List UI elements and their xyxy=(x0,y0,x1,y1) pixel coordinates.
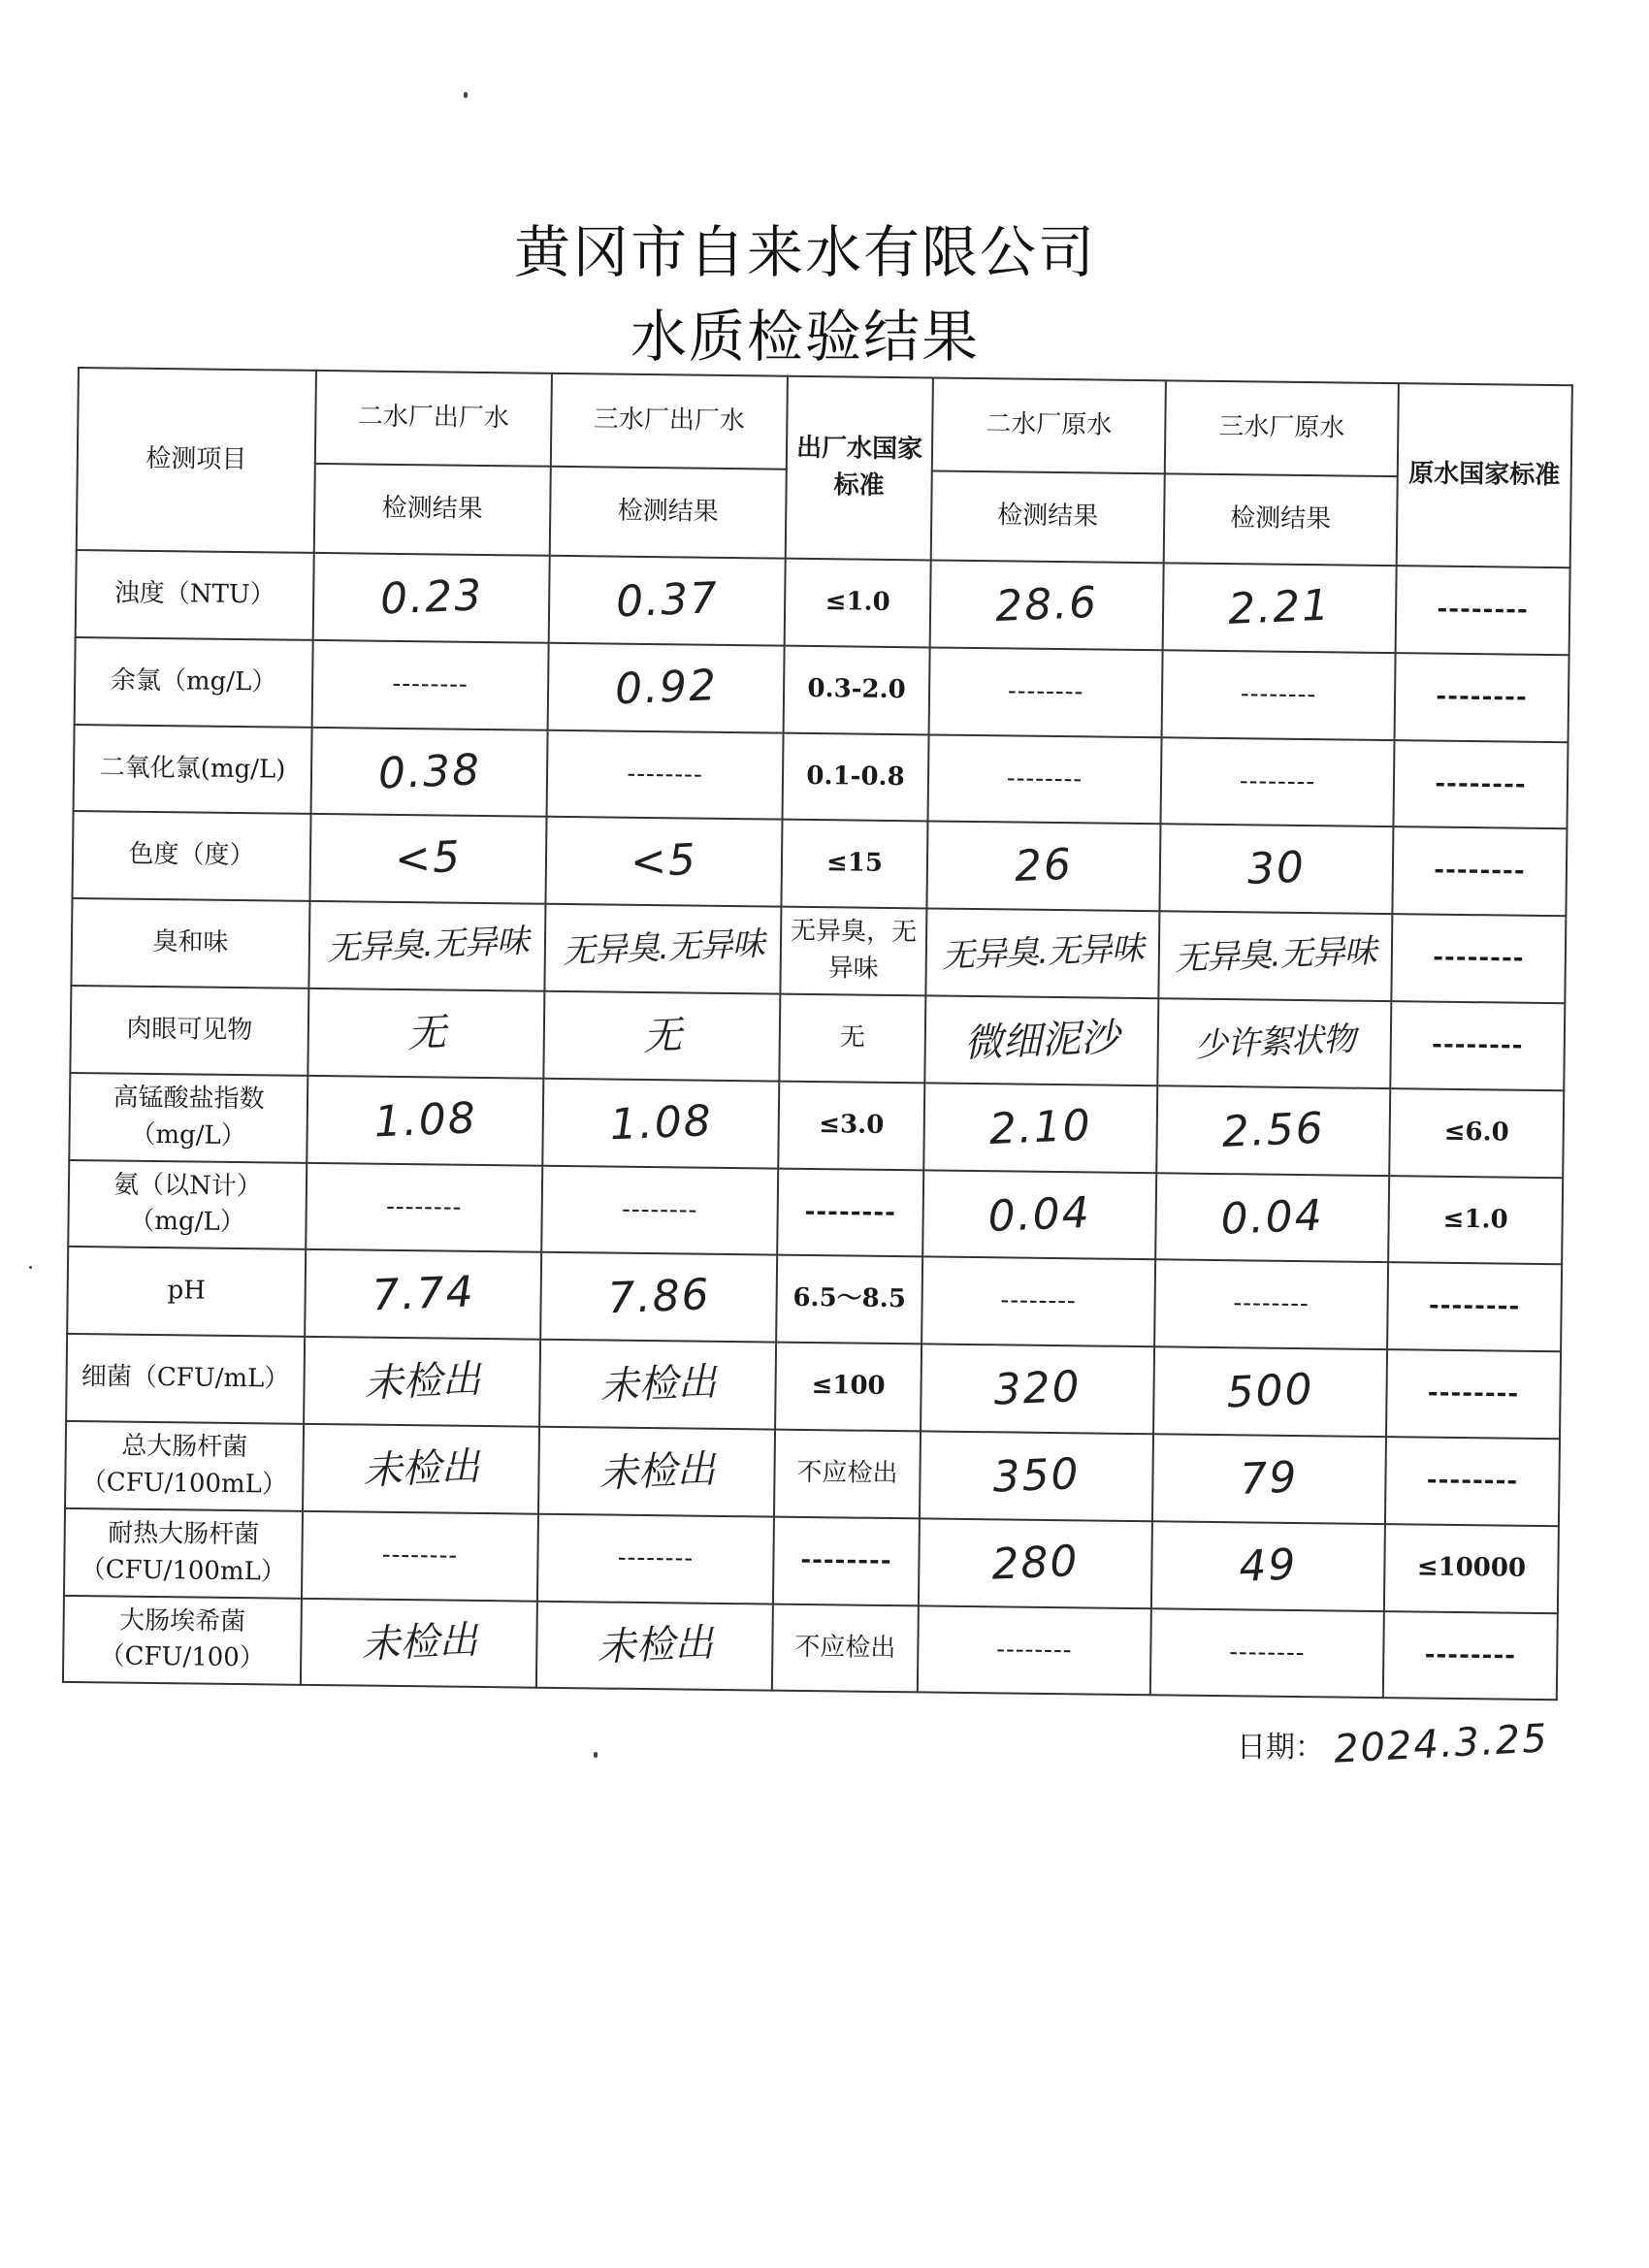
item-label: 余氯（mg/L） xyxy=(75,637,313,728)
item-label: 肉眼可见物 xyxy=(70,986,308,1076)
result-cell-3: -------- xyxy=(922,1257,1155,1347)
standard-cell-1: -------- xyxy=(773,1516,920,1605)
result-cell-2: -------- xyxy=(537,1513,774,1604)
result-cell-4 xyxy=(1157,998,1391,1088)
document-title: 黄冈市自来水有限公司 xyxy=(513,219,1096,285)
handwritten-value: 79 xyxy=(1239,1452,1300,1505)
standard-cell-2: -------- xyxy=(1385,1437,1560,1526)
handwritten-value: 微细泥沙 xyxy=(962,1015,1120,1066)
result-cell-4: -------- xyxy=(1154,1260,1388,1350)
standard-cell-2: ≤6.0 xyxy=(1389,1088,1564,1178)
header-result: 检测结果 xyxy=(314,464,551,556)
result-cell-1: -------- xyxy=(312,640,549,730)
handwritten-value: 350 xyxy=(991,1448,1082,1503)
table-row xyxy=(63,1595,1558,1700)
handwritten-value: 0.37 xyxy=(614,573,720,628)
handwritten-value: 未检出 xyxy=(598,1446,716,1497)
result-cell-2 xyxy=(536,1601,773,1691)
result-cell-1 xyxy=(308,901,545,991)
result-cell-2 xyxy=(540,1252,777,1343)
result-cell-3 xyxy=(922,1170,1156,1260)
result-cell-3 xyxy=(920,1431,1153,1521)
date-value: 2024.3.25 xyxy=(1332,1716,1550,1772)
result-cell-1 xyxy=(301,1598,537,1688)
standard-cell-1: 不应检出 xyxy=(774,1430,921,1519)
handwritten-value: 未检出 xyxy=(363,1356,481,1407)
standard-cell-1: ≤100 xyxy=(775,1343,922,1432)
result-cell-2 xyxy=(549,556,786,646)
result-cell-4: -------- xyxy=(1150,1608,1384,1699)
standard-cell-1: 无异臭，无异味 xyxy=(780,907,926,996)
header-col1: 二水厂出厂水 xyxy=(315,371,552,467)
standard-cell-1: ≤1.0 xyxy=(785,559,931,648)
standard-cell-1: ≤15 xyxy=(781,820,927,909)
handwritten-value: 1.08 xyxy=(608,1095,714,1150)
result-cell-1 xyxy=(307,1076,543,1166)
result-cell-2 xyxy=(545,817,782,907)
handwritten-value: 49 xyxy=(1238,1539,1299,1592)
result-cell-2 xyxy=(548,643,785,733)
handwritten-value: 26 xyxy=(1013,840,1074,892)
header-result: 检测结果 xyxy=(1164,473,1398,566)
standard-cell-2: -------- xyxy=(1386,1349,1561,1439)
result-cell-2 xyxy=(543,991,780,1082)
handwritten-value: 无异臭.无异味 xyxy=(941,929,1145,977)
standard-cell-2: -------- xyxy=(1392,827,1567,917)
standard-cell-2: -------- xyxy=(1395,653,1569,742)
result-cell-4: -------- xyxy=(1162,650,1396,740)
standard-cell-1: -------- xyxy=(777,1168,923,1257)
handwritten-value: 2.21 xyxy=(1227,580,1333,634)
handwritten-value: 500 xyxy=(1225,1365,1315,1418)
handwritten-value: 无 xyxy=(641,1013,683,1059)
handwritten-value: 0.92 xyxy=(613,660,719,715)
standard-cell-2: -------- xyxy=(1390,1001,1565,1090)
result-cell-1 xyxy=(307,988,544,1079)
handwritten-value: 未检出 xyxy=(360,1618,478,1669)
header-col3: 二水厂原水 xyxy=(932,377,1166,473)
standard-cell-2: -------- xyxy=(1393,740,1568,829)
result-cell-4 xyxy=(1156,1085,1390,1176)
result-cell-4 xyxy=(1155,1173,1389,1263)
standard-cell-2: ≤1.0 xyxy=(1388,1176,1563,1265)
result-cell-3 xyxy=(921,1345,1154,1435)
item-label: 浊度（NTU） xyxy=(76,550,314,640)
result-cell-4: -------- xyxy=(1160,737,1394,827)
result-cell-1: -------- xyxy=(302,1511,538,1602)
handwritten-value: 320 xyxy=(992,1362,1083,1415)
water-quality-table xyxy=(62,367,1573,1701)
item-label: pH xyxy=(67,1247,306,1337)
header-col4: 三水厂原水 xyxy=(1165,380,1399,476)
standard-cell-2: -------- xyxy=(1383,1611,1558,1701)
result-cell-2: -------- xyxy=(547,729,784,820)
standard-cell-1: 0.1-0.8 xyxy=(783,732,929,822)
item-label: 总大肠杆菌（CFU/100mL） xyxy=(65,1421,304,1511)
result-cell-3 xyxy=(925,909,1159,999)
result-cell-4 xyxy=(1151,1521,1385,1611)
handwritten-value: 1.08 xyxy=(372,1092,478,1148)
standard-cell-1: 不应检出 xyxy=(772,1604,919,1693)
standard-cell-2: -------- xyxy=(1396,566,1570,655)
standard-cell-2: -------- xyxy=(1391,914,1566,1003)
handwritten-value: 未检出 xyxy=(598,1359,717,1409)
date-label: 日期： xyxy=(1237,1731,1324,1765)
handwritten-value: 7.86 xyxy=(606,1270,712,1324)
item-label: 细菌（CFU/mL） xyxy=(66,1334,305,1424)
item-label: 耐热大肠杆菌（CFU/100mL） xyxy=(64,1508,303,1599)
result-cell-1 xyxy=(303,1424,539,1514)
header-col2: 三水厂出厂水 xyxy=(551,373,788,470)
handwritten-value: 7.74 xyxy=(371,1267,476,1321)
handwritten-value: <5 xyxy=(630,835,698,888)
header-std1: 出厂水国家标准 xyxy=(786,376,933,561)
handwritten-value: 0.23 xyxy=(378,570,484,625)
document-subtitle: 水质检验结果 xyxy=(630,304,980,370)
handwritten-value: 28.6 xyxy=(994,577,1100,632)
result-cell-4 xyxy=(1153,1346,1387,1437)
result-cell-2 xyxy=(542,1079,779,1169)
result-cell-2 xyxy=(538,1427,775,1517)
standard-cell-2: ≤10000 xyxy=(1384,1524,1559,1613)
handwritten-value: 2.56 xyxy=(1220,1103,1326,1157)
result-cell-3 xyxy=(924,995,1158,1085)
standard-cell-2: -------- xyxy=(1387,1262,1562,1351)
result-cell-2 xyxy=(539,1340,776,1430)
standard-cell-1: 0.3-2.0 xyxy=(784,645,930,734)
result-cell-3 xyxy=(919,1518,1152,1608)
handwritten-value: 30 xyxy=(1245,842,1307,895)
item-label: 大肠埃希菌（CFU/100） xyxy=(63,1595,302,1685)
result-cell-1: -------- xyxy=(306,1162,542,1252)
item-label: 色度（度） xyxy=(72,811,310,901)
handwritten-value: 未检出 xyxy=(362,1443,480,1494)
result-cell-1 xyxy=(311,727,548,817)
standard-cell-1: ≤3.0 xyxy=(778,1081,924,1170)
result-cell-3 xyxy=(926,822,1160,912)
result-cell-1 xyxy=(309,814,546,904)
item-label: 高锰酸盐指数（mg/L） xyxy=(69,1073,307,1163)
result-cell-4 xyxy=(1159,825,1393,915)
result-cell-3 xyxy=(923,1083,1157,1173)
date-line xyxy=(1237,1716,1550,1772)
item-label: 臭和味 xyxy=(71,898,309,988)
result-cell-3: -------- xyxy=(929,647,1163,737)
result-cell-4 xyxy=(1163,563,1397,653)
result-cell-3: -------- xyxy=(927,734,1161,825)
result-cell-1 xyxy=(313,553,550,643)
handwritten-value: 0.04 xyxy=(1219,1190,1325,1245)
handwritten-value: 280 xyxy=(990,1536,1081,1590)
handwritten-value: <5 xyxy=(394,832,463,886)
standard-cell-1: 6.5～8.5 xyxy=(776,1255,922,1345)
item-label: 氨（以N计）（mg/L） xyxy=(68,1160,307,1250)
handwritten-value: 0.04 xyxy=(986,1187,1092,1242)
handwritten-value: 未检出 xyxy=(596,1621,714,1671)
header-std2: 原水国家标准 xyxy=(1397,383,1572,567)
result-cell-3 xyxy=(930,560,1164,650)
handwritten-value: 少许絮状物 xyxy=(1193,1020,1356,1066)
result-cell-4 xyxy=(1152,1434,1386,1524)
header-result: 检测结果 xyxy=(550,467,787,559)
handwritten-value: 无异臭.无异味 xyxy=(325,922,530,969)
standard-cell-1: 无 xyxy=(779,994,925,1084)
handwritten-value: 无 xyxy=(405,1010,447,1056)
result-cell-3: -------- xyxy=(918,1605,1151,1696)
result-cell-2 xyxy=(544,904,781,994)
handwritten-value: 0.38 xyxy=(376,744,482,799)
item-label: 二氧化氯(mg/L) xyxy=(74,725,312,815)
header-item: 检测项目 xyxy=(77,368,316,553)
handwritten-value: 无异臭.无异味 xyxy=(561,924,765,972)
header-result: 检测结果 xyxy=(931,470,1165,563)
result-cell-1 xyxy=(304,1337,540,1427)
result-cell-2: -------- xyxy=(541,1165,778,1255)
handwritten-value: 无异臭.无异味 xyxy=(1174,931,1377,980)
result-cell-1 xyxy=(305,1249,541,1340)
handwritten-value: 2.10 xyxy=(987,1100,1093,1154)
result-cell-4 xyxy=(1158,911,1392,1001)
